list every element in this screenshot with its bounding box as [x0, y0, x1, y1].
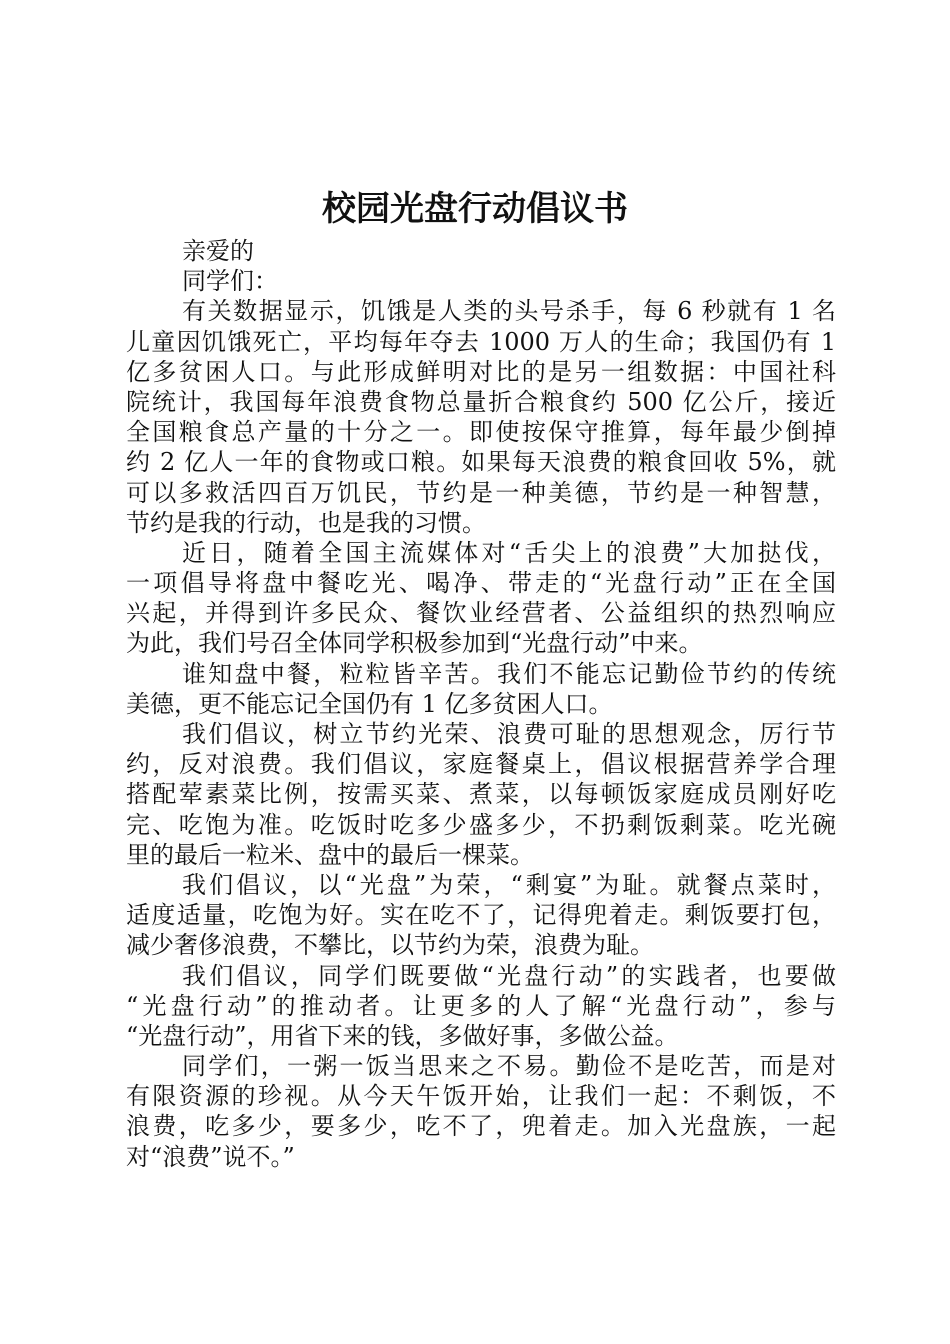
- text-line: 同学们：: [182, 267, 278, 296]
- text-line: 儿童因饥饿死亡，平均每年夺去 1000 万人的生命；我国仍有 1: [126, 327, 836, 356]
- text-line: 有限资源的珍视。从今天午饭开始，让我们一起：不剩饭，不: [126, 1082, 836, 1111]
- text-line: 同学们，一粥一饭当思来之不易。勤俭不是吃苦，而是对: [182, 1052, 836, 1081]
- text-line: 我们倡议，以“光盘”为荣，“剩宴”为耻。就餐点菜时，: [182, 870, 836, 899]
- text-line: “光盘行动”，用省下来的钱，多做好事，多做公益。: [126, 1021, 679, 1050]
- text-line: 约 2 亿人一年的食物或口粮。如果每天浪费的粮食回收 5%，就: [126, 448, 836, 477]
- text-line: 亿多贫困人口。与此形成鲜明对比的是另一组数据：中国社科: [126, 357, 836, 386]
- text-line: 搭配荤素菜比例，按需买菜、煮菜，以每顿饭家庭成员刚好吃: [126, 780, 836, 809]
- text-line: 浪费，吃多少，要多少，吃不了，兜着走。加入光盘族，一起: [126, 1112, 836, 1141]
- text-line: 对“浪费”说不。”: [126, 1142, 295, 1171]
- document-body: [126, 236, 836, 1172]
- text-line: 院统计，我国每年浪费食物总量折合粮食约 500 亿公斤，接近: [126, 387, 836, 416]
- text-line: 为此，我们号召全体同学积极参加到“光盘行动”中来。: [126, 629, 703, 658]
- text-line: 亲爱的: [182, 237, 254, 265]
- document-title: 校园光盘行动倡议书: [322, 189, 628, 229]
- text-line: 谁知盘中餐，粒粒皆辛苦。我们不能忘记勤俭节约的传统: [182, 659, 836, 688]
- text-line: 有关数据显示，饥饿是人类的头号杀手，每 6 秒就有 1 名: [182, 297, 836, 326]
- text-line: 里的最后一粒米、盘中的最后一棵菜。: [126, 840, 534, 869]
- text-line: 全国粮食总产量的十分之一。即使按保守推算，每年最少倒掉: [126, 418, 836, 447]
- text-line: 减少奢侈浪费，不攀比，以节约为荣，浪费为耻。: [126, 931, 654, 960]
- text-line: 可以多救活四百万饥民，节约是一种美德，节约是一种智慧，: [126, 478, 836, 507]
- text-line: 我们倡议，树立节约光荣、浪费可耻的思想观念，厉行节: [182, 720, 836, 748]
- text-line: “光盘行动”的推动者。让更多的人了解“光盘行动”，参与: [126, 991, 836, 1020]
- text-line: 兴起，并得到许多民众、餐饮业经营者、公益组织的热烈响应: [126, 599, 836, 628]
- text-line: 适度适量，吃饱为好。实在吃不了，记得兜着走。剩饭要打包，: [126, 901, 836, 930]
- text-line: 完、吃饱为准。吃饭时吃多少盛多少，不扔剩饭剩菜。吃光碗: [126, 810, 836, 839]
- text-line: 约，反对浪费。我们倡议，家庭餐桌上，倡议根据营养学合理: [126, 750, 836, 779]
- text-line: 我们倡议，同学们既要做“光盘行动”的实践者，也要做: [182, 961, 836, 990]
- text-line: 近日，随着全国主流媒体对“舌尖上的浪费”大加挞伐，: [182, 538, 836, 567]
- text-line: 一项倡导将盘中餐吃光、喝净、带走的“光盘行动”正在全国: [126, 569, 836, 598]
- text-line: 节约是我的行动，也是我的习惯。: [126, 508, 486, 537]
- text-line: 美德，更不能忘记全国仍有 1 亿多贫困人口。: [126, 689, 613, 718]
